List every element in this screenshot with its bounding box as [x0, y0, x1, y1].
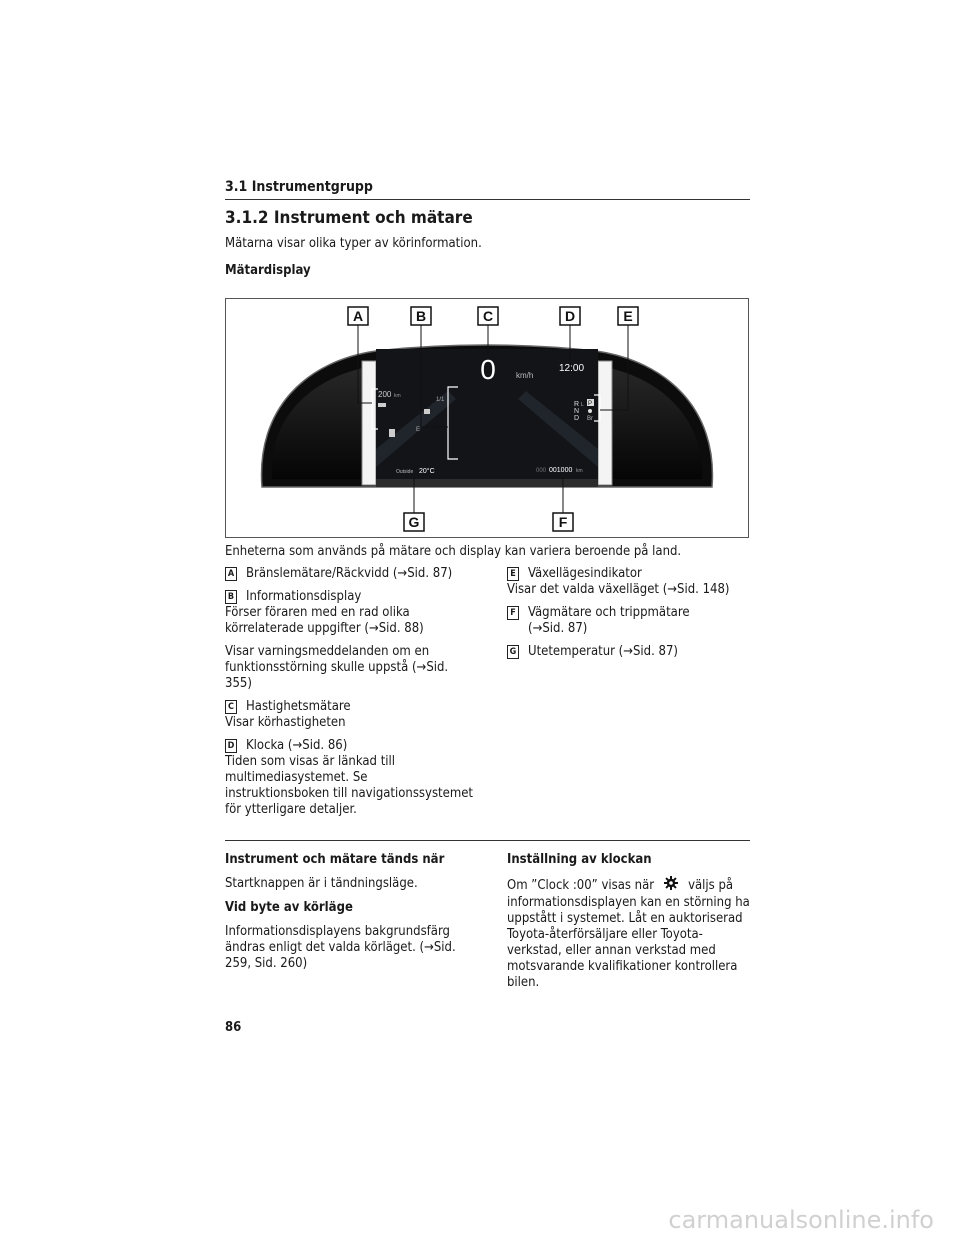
- range-unit: km: [394, 393, 401, 399]
- lower-right-column: [507, 852, 752, 999]
- legend-e-title: Växellägesindikator: [528, 566, 642, 581]
- fuel-cap-icon: [424, 409, 430, 414]
- gear-dot: [588, 409, 592, 413]
- text-drive-mode: Informationsdisplayens bakgrundsfärg ändras enligt det valda körläget. (→Sid. 259, Sid. 260): [225, 924, 456, 971]
- legend-g-title: Utetemperatur (→Sid. 87): [528, 644, 678, 659]
- heading-drive-mode: Vid byte av körläge: [225, 900, 353, 915]
- callout-c: C: [482, 308, 494, 324]
- outside-temp: 20°C: [419, 468, 435, 475]
- letter-box-f: F: [507, 606, 519, 620]
- lower-left-column: [225, 852, 475, 980]
- legend-b-title: Informationsdisplay: [246, 589, 362, 604]
- legend-item-b: [225, 589, 475, 692]
- letter-box-b: B: [225, 590, 237, 604]
- gear-d: D: [574, 415, 580, 422]
- text-clock-setting: [507, 876, 752, 991]
- watermark: carmanualsonline.info: [668, 1206, 934, 1234]
- letter-box-g: G: [507, 645, 519, 659]
- clock-value: 12:00: [559, 363, 585, 374]
- legend-f-text: (→Sid. 87): [528, 621, 588, 636]
- letter-box-a: A: [225, 567, 237, 581]
- legend-item-g: [507, 644, 752, 660]
- callout-d: D: [564, 308, 576, 324]
- legend-left-column: [225, 566, 475, 825]
- heading-instruments-lit: Instrument och mätare tänds när: [225, 852, 445, 867]
- legend-a-title: Bränslemätare/Räckvidd (→Sid. 87): [246, 566, 453, 581]
- legend-c-title: Hastighetsmätare: [246, 699, 351, 714]
- letter-box-e: E: [507, 567, 519, 581]
- figure-caption: Enheterna som används på mätare och display kan variera beroende på land.: [225, 544, 682, 559]
- legend-item-a: [225, 566, 475, 582]
- odometer-dim: 000: [536, 468, 547, 474]
- legend-d-title: Klocka (→Sid. 86): [246, 738, 348, 753]
- section-header: 3.1 Instrumentgrupp: [225, 179, 750, 200]
- text-instruments-lit: Startknappen är i tändningsläge.: [225, 876, 418, 891]
- legend-b-text2: Visar varningsmeddelanden om en funktionsstörning skulle uppstå (→Sid. 355): [225, 644, 449, 691]
- gear-icon: [664, 876, 678, 895]
- outside-label: Outside: [396, 469, 414, 475]
- legend-f-title: Vägmätare och trippmätare: [528, 605, 690, 620]
- letter-box-c: C: [225, 700, 237, 714]
- legend-item-f: [507, 605, 752, 637]
- gear-r: R: [574, 401, 580, 408]
- range-car-icon: [378, 403, 386, 407]
- range-value: 200: [378, 390, 392, 399]
- legend-right-column: [507, 566, 752, 667]
- subsection-title: 3.1.2 Instrument och mätare: [225, 208, 473, 228]
- gear-l: L: [581, 402, 584, 408]
- fuel-full-label: 1/1: [436, 397, 445, 403]
- odometer-value: 001000: [549, 467, 573, 474]
- letter-box-d: D: [225, 739, 237, 753]
- clock-text-after: väljs på informationsdisplayen kan en störning ha uppstått i systemet. Låt en auktoriserad Toyota-återförsäljare eller Toyota-verkstad, eller annan verkstad med motsvarande kvalifikationer kontrollera bilen.: [507, 878, 750, 990]
- legend-item-c: [225, 699, 475, 731]
- meter-display-figure: [225, 298, 749, 538]
- callout-g: G: [408, 514, 420, 530]
- section-divider: [225, 840, 750, 841]
- callout-f: F: [558, 514, 568, 530]
- odometer-unit: km: [576, 468, 583, 474]
- page-number: 86: [225, 1020, 242, 1035]
- clock-text-before: Om ”Clock :00” visas när: [507, 878, 655, 893]
- heading-clock-setting: Inställning av klockan: [507, 852, 652, 867]
- legend-d-text: Tiden som visas är länkad till multimediasystemet. Se instruktionsboken till navigationssystemet för ytterligare detaljer.: [225, 754, 473, 817]
- legend-e-text: Visar det valda växelläget (→Sid. 148): [507, 582, 730, 597]
- callout-b: B: [415, 308, 427, 324]
- callout-e: E: [623, 308, 633, 324]
- legend-item-e: [507, 566, 752, 598]
- intro-text: Mätarna visar olika typer av körinformation.: [225, 236, 482, 251]
- fuel-empty-label: E: [416, 427, 421, 433]
- legend-b-text1: Förser föraren med en rad olika körrelaterade uppgifter (→Sid. 88): [225, 605, 424, 636]
- gear-br: Br: [587, 416, 593, 422]
- legend-c-text: Visar körhastigheten: [225, 715, 346, 730]
- gear-p: P: [588, 401, 593, 407]
- callout-a: A: [352, 308, 364, 324]
- fuel-pump-icon: [389, 429, 395, 437]
- speed-value: 0: [480, 354, 496, 385]
- figure-label: Mätardisplay: [225, 263, 311, 278]
- gear-n: N: [574, 408, 580, 415]
- legend-item-d: [225, 738, 475, 818]
- speed-unit: km/h: [516, 371, 534, 380]
